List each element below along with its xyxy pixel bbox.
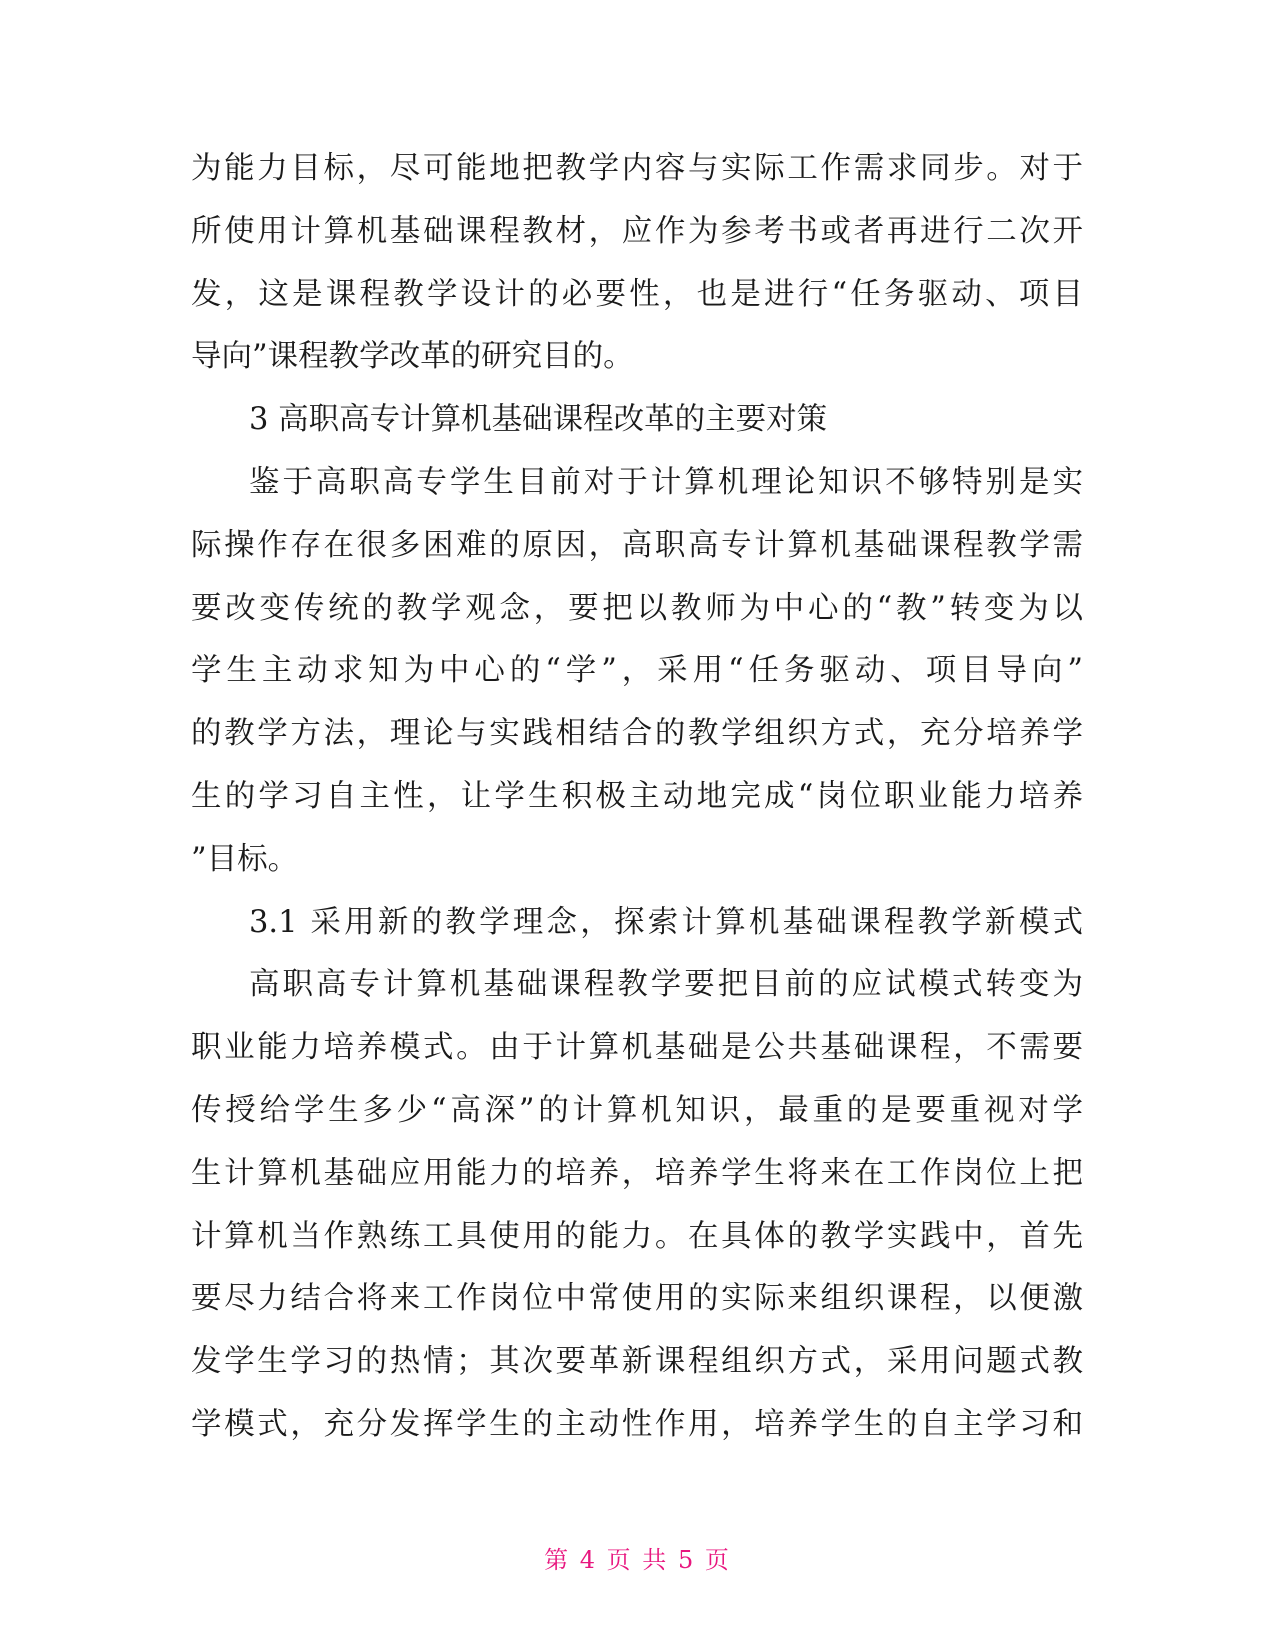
text-line: 职业能力培养模式。由于计算机基础是公共基础课程，不需要 [191, 1030, 1083, 1066]
text-line: ”目标。 [191, 841, 299, 877]
text-line: 学生主动求知为中心的“学”，采用“任务驱动、项目导向” [191, 653, 1083, 689]
text-line: 发学生学习的热情；其次要革新课程组织方式，采用问题式教 [191, 1344, 1083, 1380]
text-line: 发，这是课程教学设计的必要性，也是进行“任务驱动、项目 [191, 276, 1083, 312]
subsection-heading: 3.1 采用新的教学理念，探索计算机基础课程教学新模式 [249, 904, 1083, 940]
text-line: 际操作存在很多困难的原因，高职高专计算机基础课程教学需 [191, 527, 1083, 563]
text-line: 导向”课程教学改革的研究目的。 [191, 339, 634, 375]
page-number: 第 4 页 共 5 页 [544, 1546, 731, 1574]
text-line: 生的学习自主性，让学生积极主动地完成“岗位职业能力培养 [191, 778, 1083, 814]
section-heading: 3 高职高专计算机基础课程改革的主要对策 [249, 402, 828, 438]
text-line: 要尽力结合将来工作岗位中常使用的实际来组织课程，以便激 [191, 1281, 1083, 1317]
text-line: 的教学方法，理论与实践相结合的教学组织方式，充分培养学 [191, 716, 1083, 752]
text-line: 高职高专计算机基础课程教学要把目前的应试模式转变为 [249, 967, 1083, 1003]
text-line: 所使用计算机基础课程教材，应作为参考书或者再进行二次开 [191, 213, 1083, 249]
body-text [191, 138, 1083, 1457]
text-line: 要改变传统的教学观念，要把以教师为中心的“教”转变为以 [191, 590, 1083, 626]
text-line: 传授给学生多少“高深”的计算机知识，最重的是要重视对学 [191, 1092, 1083, 1128]
text-line: 计算机当作熟练工具使用的能力。在具体的教学实践中，首先 [191, 1218, 1083, 1254]
text-line: 为能力目标，尽可能地把教学内容与实际工作需求同步。对于 [191, 151, 1083, 186]
text-line: 生计算机基础应用能力的培养，培养学生将来在工作岗位上把 [191, 1155, 1083, 1191]
text-line: 鉴于高职高专学生目前对于计算机理论知识不够特别是实 [249, 464, 1083, 500]
text-line: 学模式，充分发挥学生的主动性作用，培养学生的自主学习和 [191, 1406, 1083, 1442]
